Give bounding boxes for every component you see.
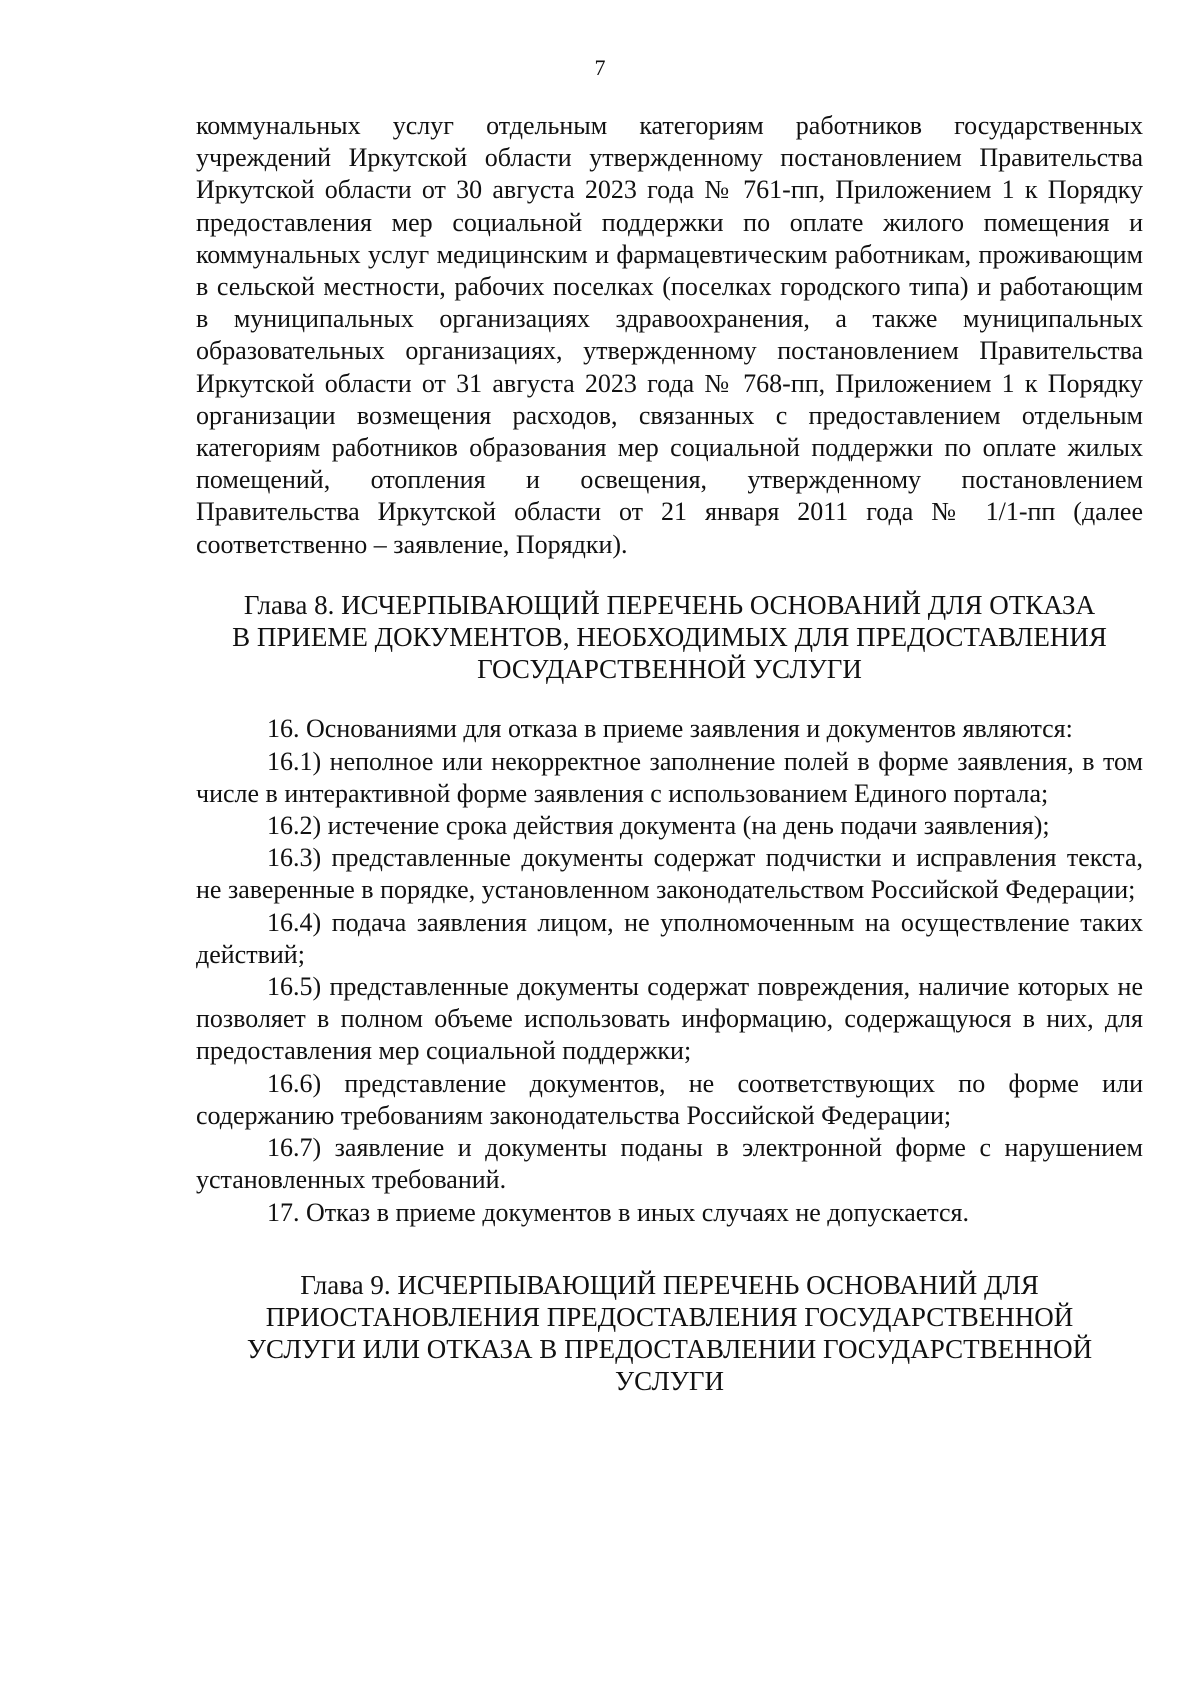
chapter-8-heading-line-2: В ПРИЕМЕ ДОКУМЕНТОВ, НЕОБХОДИМЫХ ДЛЯ ПРЕДОСТАВЛЕНИЯ [232, 622, 1107, 653]
item-16: 16. Основаниями для отказа в приеме заявления и документов являются: [267, 714, 1073, 744]
item-16-1: 16.1) неполное или некорректное заполнение полей в форме заявления, в том числе в интерактивной форме заявления с использованием Единого портала; [196, 746, 1143, 808]
chapter-8-heading-line-1: Глава 8. ИСЧЕРПЫВАЮЩИЙ ПЕРЕЧЕНЬ ОСНОВАНИЙ ДЛЯ ОТКАЗА [243, 589, 1096, 620]
chapter-8-heading [196, 589, 1143, 686]
chapter-9-heading: Глава 9. ИСЧЕРПЫВАЮЩИЙ ПЕРЕЧЕНЬ ОСНОВАНИЙ ДЛЯ ПРИОСТАНОВЛЕНИЯ ПРЕДОСТАВЛЕНИЯ ГОСУДАРСТВЕННОЙ УСЛУГИ ИЛИ ОТКАЗА В ПРЕДОСТАВЛЕНИИ ГОСУДАРСТВЕННОЙ УСЛУГИ [246, 1269, 1093, 1397]
page-number: 7 [594, 55, 606, 80]
item-16-2: 16.2) истечение срока действия документа (на день подачи заявления); [267, 811, 1050, 841]
item-16-7: 16.7) заявление и документы поданы в электронной форме с нарушением установленных требований. [196, 1133, 1143, 1195]
intro-paragraph: коммунальных услуг отдельным категориям работников государственных учреждений Иркутской области утвержденному постановлением Правительства Иркутской области от 30 августа 2023 года № 761-пп, Приложением 1 к Порядку предоставления мер социальной поддержки по оплате жилого помещения и коммунальных услуг медицинским и фармацевтическим работникам, проживающим в сельской местности, рабочих поселках (поселках городского типа) и работающим в муниципальных организациях здравоохранения, а также муниципальных образовательных организациях, утвержденному постановлением Правительства Иркутской области от 31 августа 2023 года № 768-пп, Приложением 1 к Порядку организации возмещения расходов, связанных с предоставлением отдельным категориям работников образования мер социальной поддержки по оплате жилых помещений, отопления и освещения, утвержденному постановлением Правительства Иркутской области от 21 января 2011 года № 1/1-пп (далее соответственно – заявление, Порядки). [196, 111, 1143, 559]
chapter-8-heading-line-3: ГОСУДАРСТВЕННОЙ УСЛУГИ [477, 654, 862, 685]
item-16-6: 16.6) представление документов, не соответствующих по форме или содержанию требованиям законодательства Российской Федерации; [196, 1068, 1143, 1130]
item-16-3: 16.3) представленные документы содержат подчистки и исправления текста, не заверенные в порядке, установленном законодательством Российской Федерации; [196, 843, 1143, 905]
document-body [196, 110, 1143, 1398]
item-17: 17. Отказ в приеме документов в иных случаях не допускается. [267, 1197, 969, 1227]
item-16-4: 16.4) подача заявления лицом, не уполномоченным на осуществление таких действий; [196, 907, 1143, 969]
item-16-5: 16.5) представленные документы содержат повреждения, наличие которых не позволяет в полном объеме использовать информацию, содержащуюся в них, для предоставления мер социальной поддержки; [196, 972, 1143, 1066]
